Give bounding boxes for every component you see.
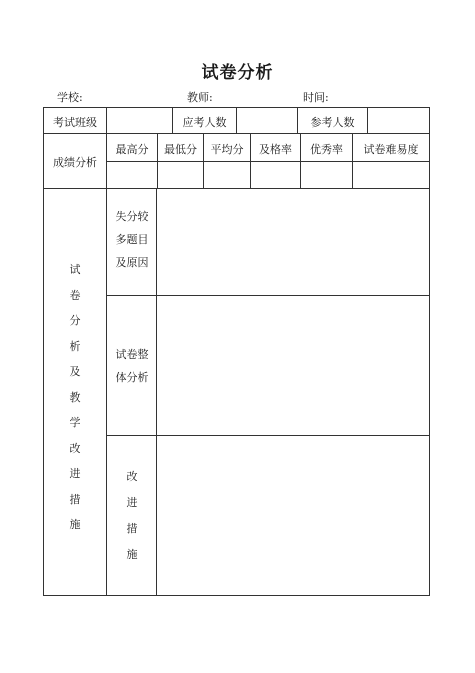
page-title: 试卷分析 [201,63,274,83]
stat-header-excellent-rate: 优秀率 [310,143,343,156]
expected-count-label: 应考人数 [182,116,227,129]
improvement-measures-label: 改 进 措 施 [126,470,138,561]
loss-reasons-label: 失分较 多题目 及原因 [115,210,149,269]
stat-header-average: 平均分 [210,143,244,156]
table-border [44,108,430,596]
overall-analysis-label: 试卷整 体分析 [115,348,149,384]
stat-header-pass-rate: 及格率 [259,143,292,156]
actual-count-label: 参考人数 [310,116,355,129]
stat-header-min: 最低分 [164,143,197,156]
school-label: 学校: [57,91,83,104]
stat-header-max: 最高分 [115,143,149,156]
stat-header-difficulty: 试卷难易度 [363,143,419,156]
score-analysis-label: 成绩分析 [53,156,97,169]
teacher-label: 教师: [187,91,213,104]
analysis-side-label: 试 卷 分 析 及 教 学 改 进 措 施 [69,263,81,531]
time-label: 时间: [303,91,329,104]
exam-class-label: 考试班级 [53,116,97,129]
